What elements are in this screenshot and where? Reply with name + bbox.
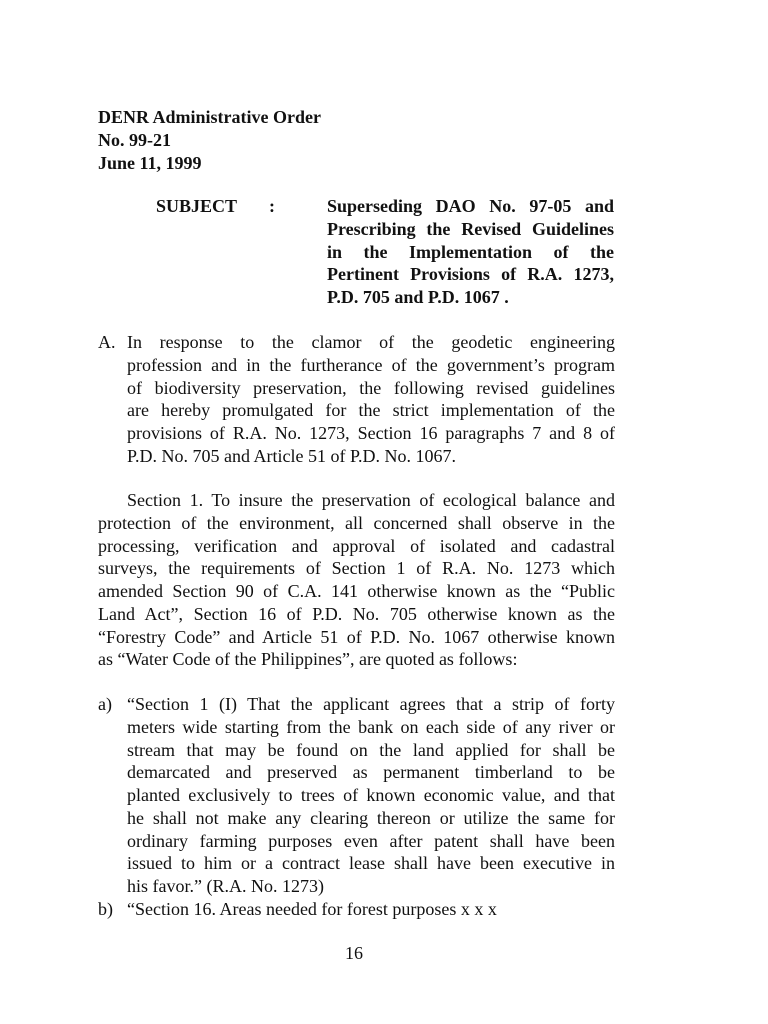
paragraph-line: profession and in the furtherance of the government’s program xyxy=(127,354,615,375)
subject-text xyxy=(327,195,614,309)
paragraph-line: demarcated and preserved as permanent timberland to be xyxy=(127,762,615,783)
paragraph-line: meters wide starting from the bank on each side of any river or xyxy=(127,716,615,737)
subject-label: SUBJECT xyxy=(156,196,238,216)
order-date: June 11, 1999 xyxy=(98,153,202,173)
paragraph-line: issued to him or a contract lease shall have been executive in xyxy=(127,853,615,874)
item-a-marker: a) xyxy=(98,694,112,714)
paragraph-line: surveys, the requirements of Section 1 of R.A. No. 1273 which xyxy=(98,558,615,579)
paragraph-line: “Forestry Code” and Article 51 of P.D. No. 1067 otherwise known xyxy=(98,626,615,647)
section-a-marker: A. xyxy=(98,332,116,352)
subject-line: Superseding DAO No. 97-05 and xyxy=(327,196,614,216)
paragraph-line: his favor.” (R.A. No. 1273) xyxy=(127,876,324,896)
subject-line: Prescribing the Revised Guidelines xyxy=(327,218,614,239)
order-number: No. 99-21 xyxy=(98,130,171,150)
section-1-paragraph xyxy=(98,489,615,671)
order-title: DENR Administrative Order xyxy=(98,107,321,127)
section-a-paragraph xyxy=(127,331,615,468)
paragraph-line: stream that may be found on the land applied for shall be xyxy=(127,739,615,760)
paragraph-line: he shall not make any clearing thereon or utilize the same for xyxy=(127,807,615,828)
paragraph-line: Land Act”, Section 16 of P.D. No. 705 otherwise known as the xyxy=(98,603,615,624)
page-number: 16 xyxy=(345,943,363,963)
paragraph-line: ordinary farming purposes even after patent shall have been xyxy=(127,830,615,851)
paragraph-line: are hereby promulgated for the strict implementation of the xyxy=(127,400,615,421)
item-b-marker: b) xyxy=(98,899,113,919)
item-b-paragraph xyxy=(127,898,615,921)
paragraph-line: Section 1. To insure the preservation of ecological balance and xyxy=(127,490,615,510)
paragraph-line: of biodiversity preservation, the following revised guidelines xyxy=(127,377,615,398)
order-header xyxy=(98,106,321,175)
subject-line: P.D. 705 and P.D. 1067 . xyxy=(327,287,509,307)
paragraph-line: “Section 16. Areas needed for forest purposes x x x xyxy=(127,899,497,919)
paragraph-line: “Section 1 (I) That the applicant agrees that a strip of forty xyxy=(127,694,615,714)
item-a-paragraph xyxy=(127,693,615,898)
paragraph-line: amended Section 90 of C.A. 141 otherwise known as the “Public xyxy=(98,581,615,601)
subject-line: Pertinent Provisions of R.A. 1273, xyxy=(327,264,614,285)
paragraph-line: as “Water Code of the Philippines”, are quoted as follows: xyxy=(98,649,518,670)
paragraph-line: protection of the environment, all concerned shall observe in the xyxy=(98,512,615,533)
subject-line: in the Implementation of the xyxy=(327,241,614,262)
paragraph-line: provisions of R.A. No. 1273, Section 16 paragraphs 7 and 8 of xyxy=(127,423,615,443)
paragraph-line: P.D. No. 705 and Article 51 of P.D. No. 1067. xyxy=(127,445,456,466)
paragraph-line: planted exclusively to trees of known economic value, and that xyxy=(127,785,615,805)
paragraph-line: In response to the clamor of the geodetic engineering xyxy=(127,332,615,352)
subject-colon: : xyxy=(269,196,275,216)
paragraph-line: processing, verification and approval of isolated and cadastral xyxy=(98,535,615,556)
